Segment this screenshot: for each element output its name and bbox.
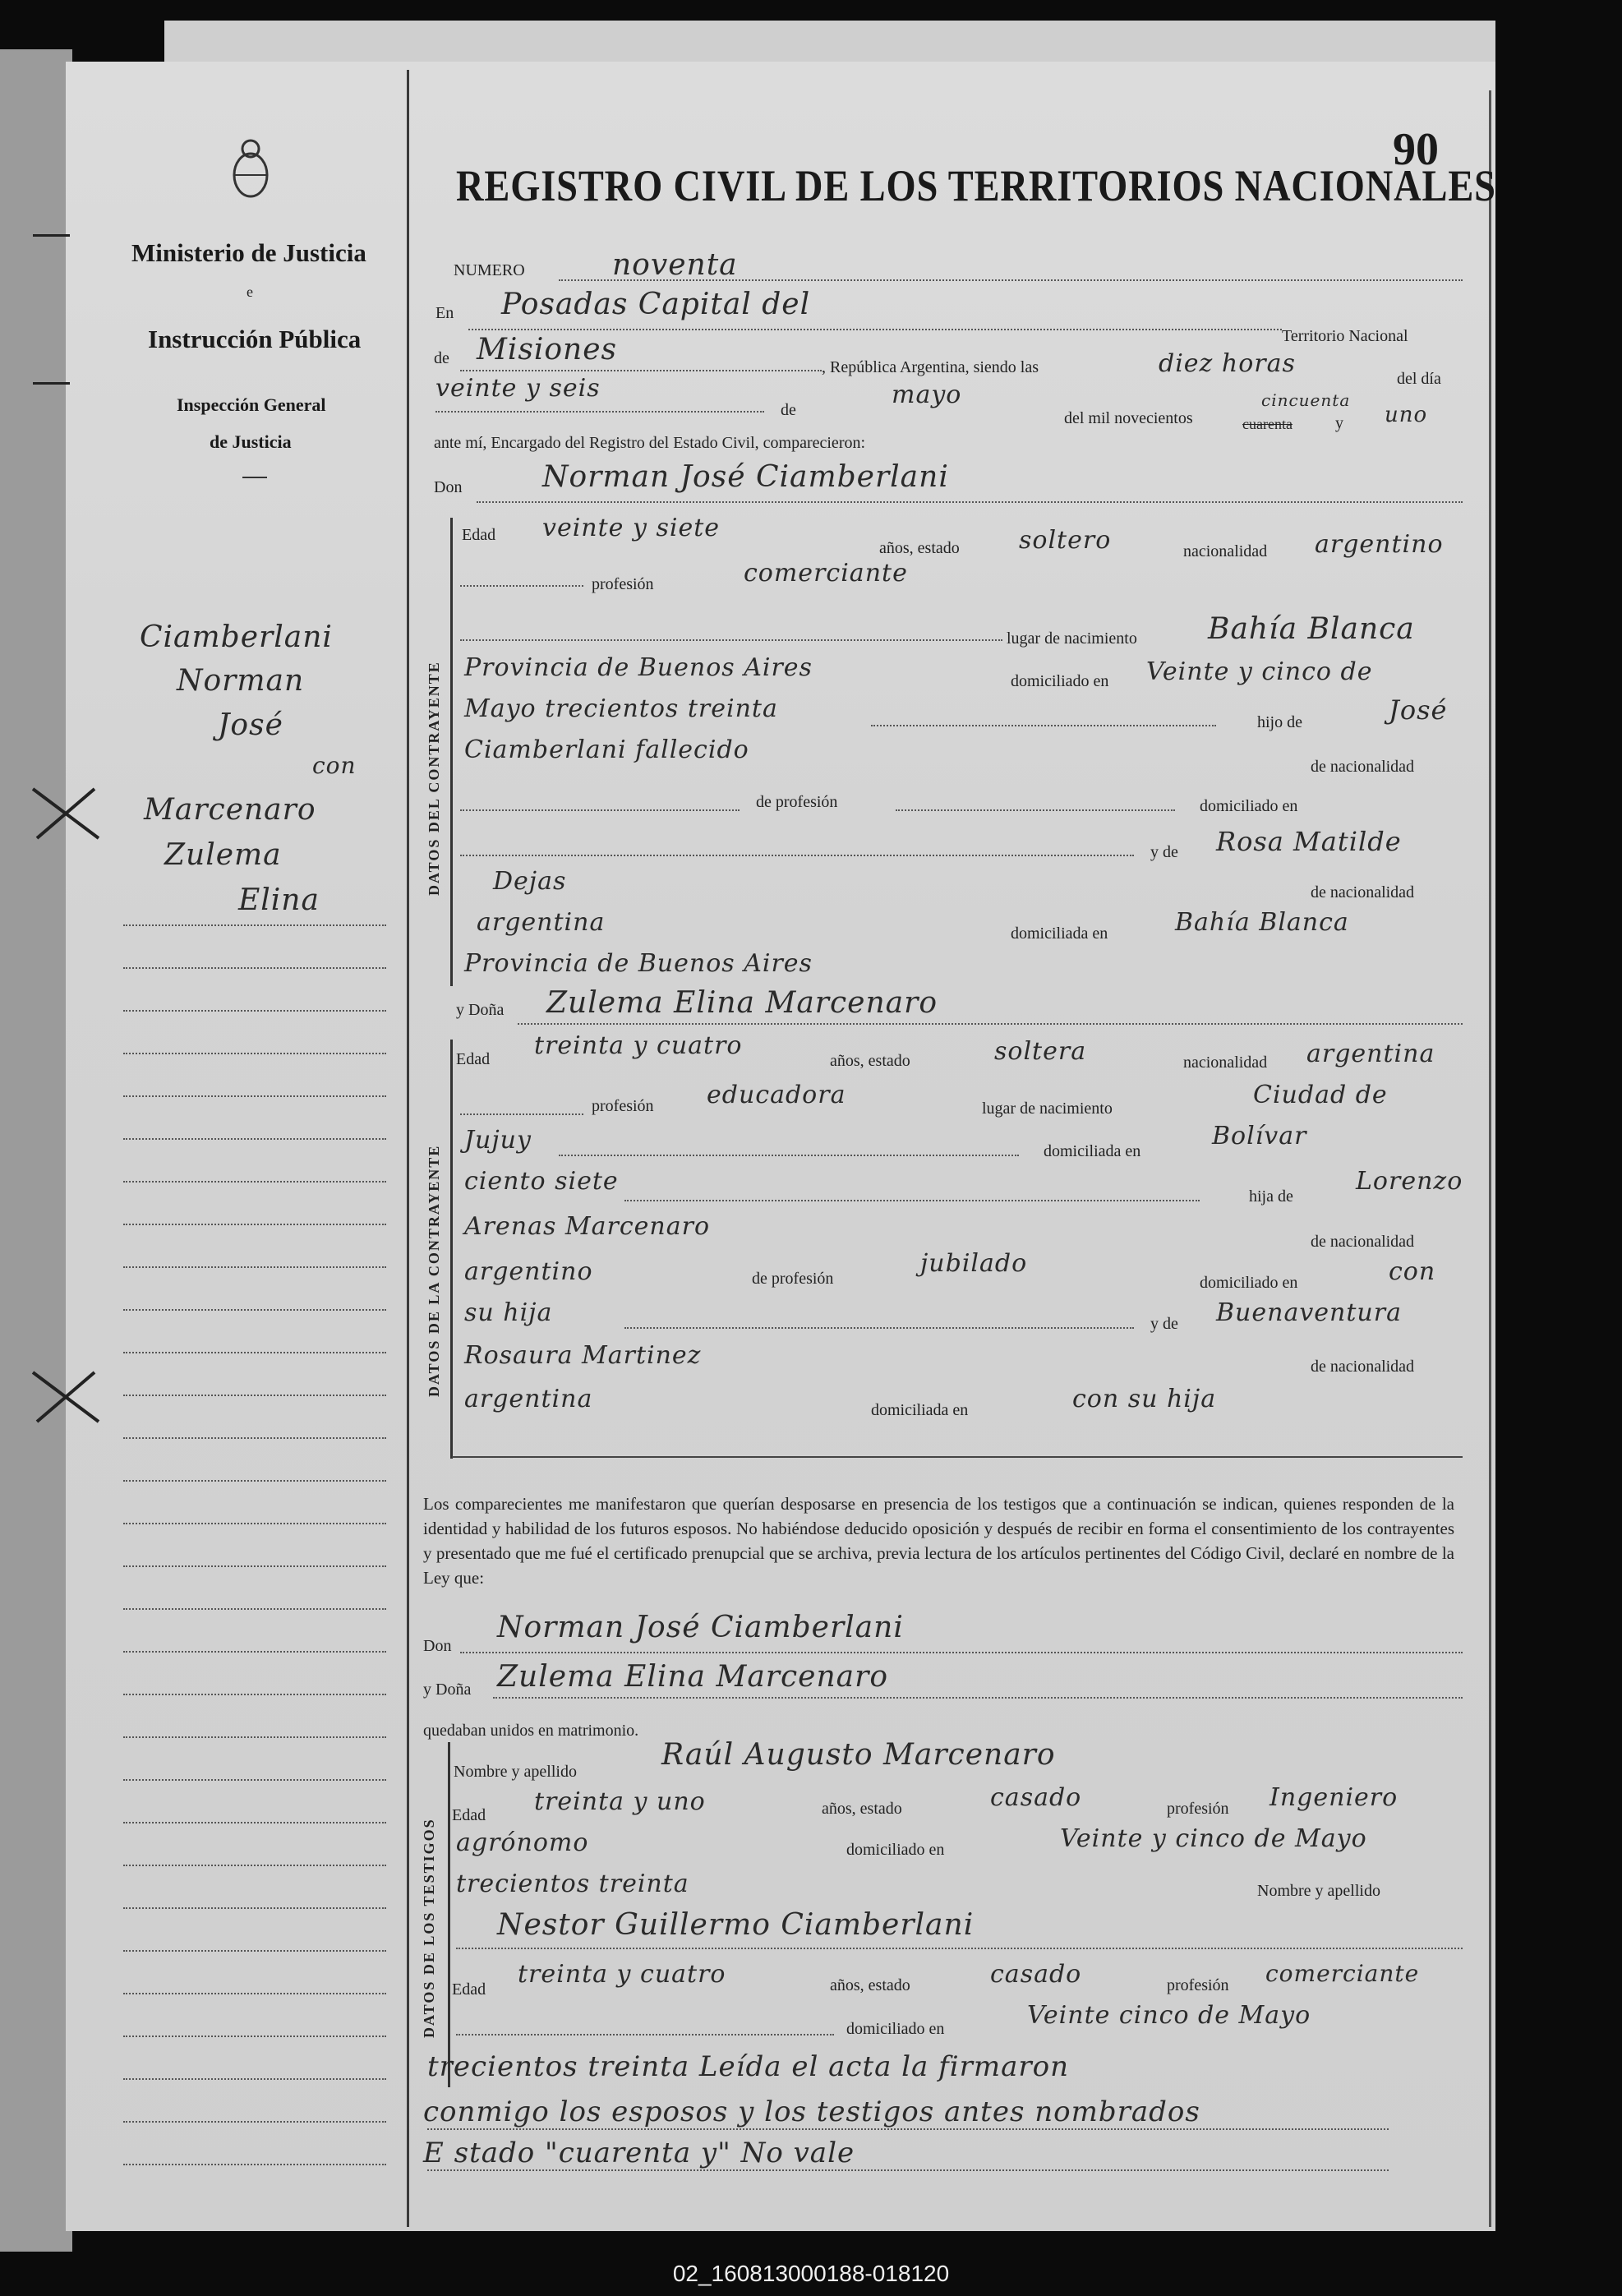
label-union-dona: y Doña (423, 1681, 472, 1699)
dotted-line (427, 2169, 1389, 2171)
margin-note-line: Elina (238, 883, 320, 917)
label-edad: Edad (456, 1050, 491, 1068)
groom-mother-address-2: Provincia de Buenos Aires (464, 949, 813, 978)
ministry-line1: Ministerio de Justicia (131, 238, 366, 267)
dotted-line (435, 411, 764, 413)
margin-dotted-line (123, 1309, 386, 1311)
union-closing: quedaban unidos en matrimonio. (423, 1722, 639, 1740)
margin-dotted-line (123, 1865, 386, 1866)
label-anos-estado: años, estado (822, 1800, 902, 1818)
label-profesion: profesión (592, 1097, 654, 1115)
dotted-line (624, 1327, 1134, 1329)
dotted-line (518, 1023, 1463, 1025)
groom-mother-nationality: argentina (477, 908, 606, 937)
margin-note-line: con (312, 752, 357, 779)
groom-address: Veinte y cinco de (1146, 657, 1373, 686)
dotted-line (896, 809, 1175, 811)
dotted-line (559, 1155, 1019, 1156)
label-anos-estado: años, estado (830, 1052, 910, 1070)
dotted-line (477, 501, 1463, 503)
groom-address-2: Mayo trecientos treinta (464, 694, 778, 723)
dotted-line (460, 1652, 1463, 1653)
groom-birthplace: Bahía Blanca (1208, 612, 1415, 646)
margin-dotted-line (123, 1651, 386, 1653)
inspection-line1: Inspección General (177, 394, 326, 415)
groom-bracket (450, 518, 453, 986)
margin-dotted-line (123, 1224, 386, 1225)
witness1-profession-2: agrónomo (456, 1828, 589, 1857)
label-de2: de (781, 401, 796, 419)
margin-dotted-line (123, 1694, 386, 1695)
label-y-de: y de (1150, 843, 1178, 861)
margin-tick (33, 234, 70, 237)
struck-cuarenta: cuarenta (1242, 416, 1293, 432)
bride-age: treinta y cuatro (534, 1031, 743, 1060)
dotted-line (427, 2128, 1389, 2130)
label-nombre-apellido: Nombre y apellido (454, 1763, 577, 1781)
union-groom: Norman José Ciamberlani (497, 1611, 904, 1644)
witness2-name: Nestor Guillermo Ciamberlani (497, 1908, 975, 1942)
declaration-paragraph: Los comparecientes me manifestaron que querían desposarse en presencia de los testigos que a continuación se indican, quienes responden de la identidad y habilidad de los futuros esposos. No habiéndose deducido oposición y después de recibir en forma el consentimiento de los contrayentes y presentado que me fué el certificado prenupcial que se archiva, previa lectura de los artículos pertinentes del Código Civil, declaré en nombre de la Ley que: (423, 1494, 1454, 1588)
margin-dotted-line (123, 967, 386, 969)
margin-note-line: Zulema (164, 838, 282, 872)
closing-line: E stado "cuarenta y" No vale (423, 2137, 855, 2169)
margin-dotted-line (123, 1779, 386, 1781)
label-ante-mi: ante mí, Encargado del Registro del Estado Civil, comparecieron: (434, 434, 866, 452)
label-nacionalidad: nacionalidad (1183, 1053, 1268, 1072)
margin-dotted-line (123, 1437, 386, 1439)
margin-dotted-line (123, 1950, 386, 1952)
dotted-line (493, 1697, 1463, 1699)
act-number: noventa (612, 248, 738, 282)
margin-dotted-line (123, 1822, 386, 1823)
act-territory: Misiones (477, 333, 618, 367)
witness1-address-2: trecientos treinta (456, 1870, 689, 1898)
margin-dotted-line (123, 1266, 386, 1268)
dotted-line (871, 725, 1216, 726)
groom-mother-address: Bahía Blanca (1175, 908, 1349, 937)
label-edad: Edad (462, 526, 496, 544)
margin-note-line: Norman (177, 664, 305, 698)
bride-nationality: argentina (1306, 1040, 1435, 1068)
act-year-tens: cincuenta (1261, 390, 1351, 410)
closing-line: conmigo los esposos y los testigos antes nombrados (423, 2095, 1200, 2128)
margin-dotted-line (123, 2121, 386, 2123)
label-lugar-nacimiento: lugar de nacimiento (982, 1100, 1113, 1118)
margin-dotted-line (123, 1480, 386, 1482)
label-hijo-de: hijo de (1257, 713, 1302, 731)
label-edad-2: Edad (452, 1980, 486, 1999)
label-union-don: Don (423, 1637, 452, 1655)
label-de: de (434, 349, 449, 367)
label-lugar-nacimiento: lugar de nacimiento (1007, 629, 1137, 648)
margin-dotted-line (123, 1523, 386, 1524)
label-domiciliada: domiciliada en (1044, 1142, 1141, 1160)
margin-dotted-line (123, 2164, 386, 2165)
margin-dotted-line (123, 1395, 386, 1396)
label-nombre-apellido-2: Nombre y apellido (1257, 1882, 1380, 1900)
label-anos-estado-2: años, estado (830, 1976, 910, 1994)
label-y-dona: y Doña (456, 1001, 505, 1019)
label-de-profesion: de profesión (752, 1270, 834, 1288)
act-year-units: uno (1385, 403, 1428, 427)
margin-dotted-line (123, 1608, 386, 1610)
bride-address: Bolívar (1212, 1122, 1307, 1150)
groom-mother-2: Dejas (493, 867, 567, 896)
margin-cross-mark-icon (25, 1364, 107, 1430)
bride-mother-address: con su hija (1072, 1385, 1217, 1413)
witness1-address: Veinte y cinco de Mayo (1060, 1824, 1367, 1853)
label-numero: NUMERO (454, 261, 525, 279)
bride-bracket (450, 1040, 453, 1459)
margin-dotted-line (123, 1907, 386, 1909)
label-anos-estado: años, estado (879, 539, 960, 557)
groom-father-2: Ciamberlani fallecido (464, 735, 749, 764)
witness1-name: Raúl Augusto Marcenaro (661, 1738, 1056, 1772)
label-domiciliado: domiciliado en (1200, 1274, 1298, 1292)
dotted-line (460, 809, 740, 811)
margin-rule (407, 70, 409, 2227)
label-de-nacionalidad-2: de nacionalidad (1311, 883, 1415, 901)
bride-mother-nationality: argentina (464, 1385, 593, 1413)
label-del-dia: del día (1397, 370, 1441, 388)
act-place: Posadas Capital del (501, 288, 811, 321)
bride-name: Zulema Elina Marcenaro (546, 986, 938, 1020)
bride-father-address-2: su hija (464, 1298, 553, 1327)
witness2-age: treinta y cuatro (518, 1960, 726, 1989)
coat-of-arms-icon (226, 136, 275, 201)
witness1-age: treinta y uno (534, 1787, 706, 1816)
bride-father-address: con (1389, 1257, 1436, 1286)
label-domiciliada: domiciliada en (1011, 924, 1108, 943)
dotted-line (624, 1200, 1200, 1201)
witness2-profession: comerciante (1265, 1960, 1420, 1987)
act-hour: diez horas (1159, 349, 1296, 378)
label-profesion: profesión (592, 575, 654, 593)
margin-dotted-line (123, 1010, 386, 1012)
label-de-nacionalidad: de nacionalidad (1311, 758, 1415, 776)
dotted-line (456, 2034, 834, 2036)
scan-filename: 02_160813000188-018120 (672, 2261, 950, 2286)
bride-mother-2: Rosaura Martinez (464, 1341, 702, 1370)
label-territorio: Territorio Nacional (1282, 327, 1408, 345)
bride-status: soltera (994, 1037, 1087, 1066)
closing-line: trecientos treinta Leída el acta la firmaron (427, 2050, 1069, 2083)
margin-note-line: Marcenaro (144, 793, 316, 827)
dotted-line (559, 279, 1463, 281)
label-domiciliado-2: domiciliado en (846, 2020, 945, 2038)
ministry-connector: e (247, 284, 253, 300)
witness1-status: casado (990, 1783, 1082, 1812)
dotted-line (460, 1113, 583, 1115)
label-en: En (435, 304, 454, 322)
bride-profession: educadora (707, 1081, 846, 1109)
dotted-line (460, 855, 1134, 856)
groom-status: soltero (1019, 526, 1112, 555)
groom-age: veinte y siete (542, 514, 721, 542)
groom-birthplace-2: Provincia de Buenos Aires (464, 653, 813, 682)
margin-tick (33, 382, 70, 385)
act-day: veinte y seis (435, 374, 601, 403)
label-domiciliado: domiciliado en (846, 1841, 945, 1859)
dotted-line (456, 1948, 1463, 1949)
bride-mother: Buenaventura (1216, 1298, 1402, 1327)
margin-dotted-line (123, 2036, 386, 2037)
dotted-line (468, 329, 1282, 330)
bride-address-2: ciento siete (464, 1167, 619, 1196)
margin-note-line: Ciamberlani (140, 620, 333, 654)
header-divider (242, 477, 267, 478)
label-profesion: profesión (1167, 1800, 1229, 1818)
label-y-de: y de (1150, 1315, 1178, 1333)
adjacent-page-edge (0, 49, 72, 2252)
bride-birthplace: Ciudad de (1253, 1081, 1388, 1109)
label-de-profesion: de profesión (756, 793, 838, 811)
label-del-mil: del mil novecientos (1064, 409, 1193, 427)
witness-section-label: DATOS DE LOS TESTIGOS (421, 1818, 437, 2038)
margin-dotted-line (123, 2078, 386, 2080)
groom-nationality: argentino (1315, 530, 1444, 559)
label-domiciliada-2: domiciliada en (871, 1401, 969, 1419)
bride-father-nationality: argentino (464, 1257, 593, 1286)
dotted-line (460, 639, 1002, 641)
section-rule (452, 1456, 1463, 1458)
margin-dotted-line (123, 1181, 386, 1183)
label-don: Don (434, 478, 463, 496)
dotted-line (460, 585, 583, 587)
groom-section-label: DATOS DEL CONTRAYENTE (426, 661, 442, 896)
margin-cross-mark-icon (25, 781, 107, 846)
dotted-line (460, 370, 822, 371)
inspection-line2: de Justicia (210, 431, 292, 452)
label-domiciliado: domiciliado en (1011, 672, 1109, 690)
label-nacionalidad: nacionalidad (1183, 542, 1268, 560)
groom-father: José (1389, 694, 1448, 726)
label-hija-de: hija de (1249, 1187, 1293, 1206)
folio-number: 90 (1393, 124, 1439, 175)
right-rule (1489, 90, 1491, 2227)
bride-section-label: DATOS DE LA CONTRAYENTE (426, 1144, 442, 1397)
witness1-profession: Ingeniero (1269, 1783, 1399, 1812)
label-y: y (1335, 414, 1343, 432)
groom-profession: comerciante (744, 559, 908, 588)
witness2-status: casado (990, 1960, 1082, 1989)
label-profesion-2: profesión (1167, 1976, 1229, 1994)
margin-dotted-line (123, 1352, 386, 1353)
bride-father: Lorenzo (1356, 1167, 1463, 1196)
page-title: REGISTRO CIVIL DE LOS TERRITORIOS NACIONALES (456, 161, 1496, 210)
label-de-nacionalidad-2: de nacionalidad (1311, 1358, 1415, 1376)
label-de-nacionalidad: de nacionalidad (1311, 1233, 1415, 1251)
label-domiciliado-2: domiciliado en (1200, 797, 1298, 815)
act-month: mayo (892, 380, 962, 409)
witness2-address: Veinte cinco de Mayo (1027, 2001, 1311, 2030)
label-edad: Edad (452, 1806, 486, 1824)
margin-dotted-line (123, 1095, 386, 1097)
margin-dotted-line (123, 1736, 386, 1738)
bride-father-profession: jubilado (920, 1249, 1028, 1278)
margin-note-line: José (218, 708, 283, 742)
bride-birthplace-2: Jujuy (464, 1126, 532, 1155)
label-republica: , República Argentina, siendo las (822, 358, 1039, 376)
margin-dotted-line (123, 1565, 386, 1567)
union-bride: Zulema Elina Marcenaro (497, 1660, 888, 1694)
groom-name: Norman José Ciamberlani (542, 460, 949, 494)
margin-dotted-line (123, 1053, 386, 1054)
bride-father-2: Arenas Marcenaro (464, 1212, 711, 1241)
margin-dotted-line (123, 924, 386, 926)
ministry-line2: Instrucción Pública (148, 325, 362, 353)
groom-mother: Rosa Matilde (1216, 826, 1402, 857)
witness-bracket (448, 1742, 450, 2087)
margin-dotted-line (123, 1993, 386, 1994)
margin-dotted-line (123, 1138, 386, 1140)
page-top-edge (164, 21, 1495, 66)
